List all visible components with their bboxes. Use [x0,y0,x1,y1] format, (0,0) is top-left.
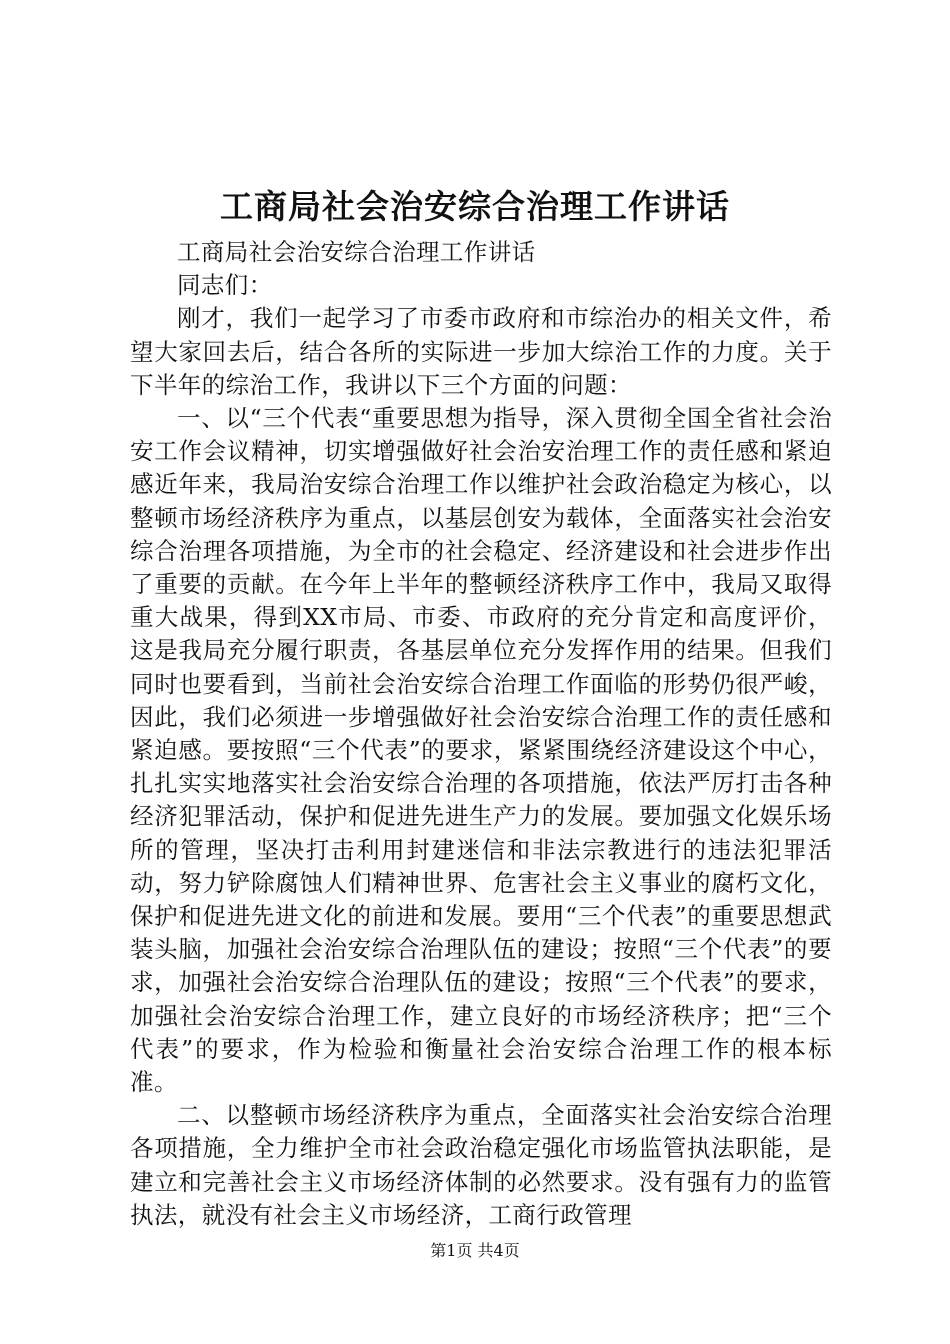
paragraph-intro: 刚才，我们一起学习了市委市政府和市综治办的相关文件，希望大家回去后，结合各所的实际进一步加大综治工作的力度。关于下半年的综治工作，我讲以下三个方面的问题： [130,304,832,399]
paragraph-subtitle: 工商局社会治安综合治理工作讲话 [177,238,536,266]
paragraph-section-two: 二、以整顿市场经济秩序为重点，全面落实社会治安综合治理各项措施，全力维护全市社会政治稳定强化市场监管执法职能，是建立和完善社会主义市场经济体制的必然要求。没有强有力的监管执法，就没有社会主义市场经济，工商行政管理 [130,1101,832,1229]
document-body [130,236,832,1232]
document-title: 工商局社会治安综合治理工作讲话 [220,187,730,226]
page-number-footer: 第1页 共4页 [430,1241,520,1260]
paragraph-section-one: 一、以“三个代表“重要思想为指导，深入贯彻全国全省社会治安工作会议精神，切实增强做好社会治安治理工作的责任感和紧迫感近年来，我局治安综合治理工作以维护社会政治稳定为核心，以整顿市场经济秩序为重点，以基层创安为载体，全面落实社会治安综合治理各项措施，为全市的社会稳定、经济建设和社会进步作出了重要的贡献。在今年上半年的整顿经济秩序工作中，我局又取得重大战果，得到XX市局、市委、市政府的充分肯定和高度评价，这是我局充分履行职责，各基层单位充分发挥作用的结果。但我们同时也要看到，当前社会治安综合治理工作面临的形势仍很严峻，因此，我们必须进一步增强做好社会治安综合治理工作的责任感和紧迫感。要按照“三个代表”的要求，紧紧围绕经济建设这个中心，扎扎实实地落实社会治安综合治理的各项措施，依法严厉打击各种经济犯罪活动，保护和促进先进生产力的发展。要加强文化娱乐场所的管理，坚决打击利用封建迷信和非法宗教进行的违法犯罪活动，努力铲除腐蚀人们精神世界、危害社会主义事业的腐朽文化，保护和促进先进文化的前进和发展。要用“三个代表”的重要思想武装头脑，加强社会治安综合治理队伍的建设；按照“三个代表”的要求，加强社会治安综合治理队伍的建设；按照“三个代表”的要求，加强社会治安综合治理工作，建立良好的市场经济秩序；把“三个代表”的要求，作为检验和衡量社会治安综合治理工作的根本标准。 [130,404,832,1097]
paragraph-salutation: 同志们： [177,271,273,300]
